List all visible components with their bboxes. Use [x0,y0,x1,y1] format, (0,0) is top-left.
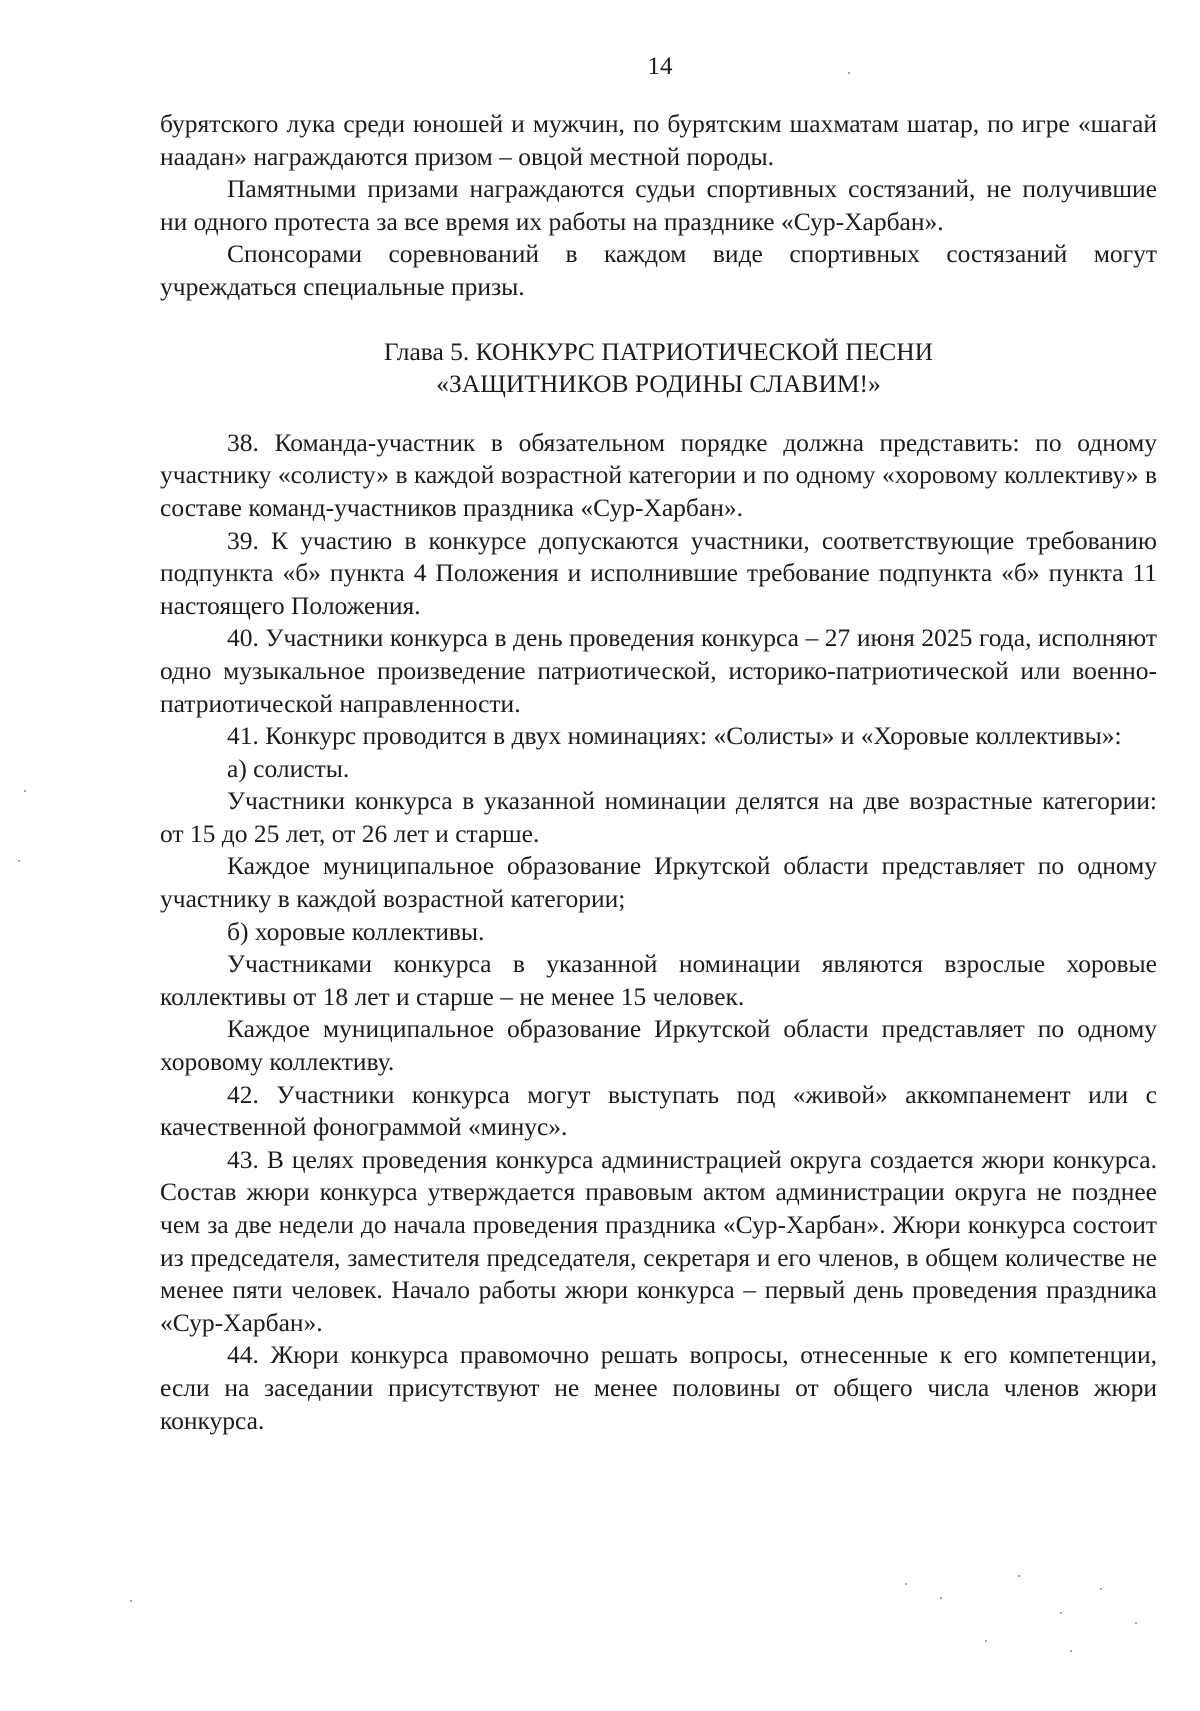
subitem: а) солисты. [227,753,350,783]
section-after-heading [160,427,1157,1437]
numbered-paragraph: 43. В целях проведения конкурса администрацией округа создается жюри конкурса. Состав жюри конкурса утверждается правовым актом администрации округа не позднее чем за две недели до начала проведения праздника «Сур-Харбан». Жюри конкурса состоит из председателя, заместителя председателя, секретаря и его членов, в общем количестве не менее пяти человек. Начало работы жюри конкурса – первый день проведения праздника «Сур-Харбан». [160,1144,1157,1337]
numbered-paragraph: 39. К участию в конкурсе допускаются участники, соответствующие требованию подпункта «б» пункта 4 Положения и исполнившие требование подпункта «б» пункта 11 настоящего Положения. [160,525,1157,620]
paragraph: Каждое муниципальное образование Иркутской области представляет по одному хоровому коллективу. [160,1014,1157,1077]
paragraph: Спонсорами соревнований в каждом виде спортивных состязаний могут учреждаться специальные призы. [160,239,1157,301]
section-before-heading [160,108,1157,304]
paragraph: Участниками конкурса в указанной номинации являются взрослые хоровые коллективы от 18 лет и старше – не менее 15 человек. [160,949,1157,1011]
chapter-heading [160,336,1157,401]
numbered-paragraph: 42. Участники конкурса могут выступать под «живой» аккомпанемент или с качественной фонограммой «минус». [160,1079,1157,1142]
chapter-heading-line: «ЗАЩИТНИКОВ РОДИНЫ СЛАВИМ!» [436,369,881,399]
numbered-paragraph: 44. Жюри конкурса правомочно решать вопросы, отнесенные к его компетенции, если на заседании присутствуют не менее половины от общего числа членов жюри конкурса. [160,1340,1157,1435]
subitem: б) хоровые коллективы. [227,916,485,946]
paragraph: Памятными призами награждаются судьи спортивных состязаний, не получившие ни одного протеста за все время их работы на празднике «Сур-Харбан». [160,174,1157,236]
numbered-paragraph: 41. Конкурс проводится в двух номинациях: «Солисты» и «Хоровые коллективы»: [227,721,1122,751]
chapter-heading-line: Глава 5. КОНКУРС ПАТРИОТИЧЕСКОЙ ПЕСНИ [383,336,934,366]
numbered-paragraph: 38. Команда-участник в обязательном порядке должна представить: по одному участнику «солисту» в каждой возрастной категории и по одному «хоровому коллективу» в составе команд-участников праздника «Сур-Харбан». [160,427,1157,522]
page-number: 14 [647,53,673,80]
paragraph: бурятского лука среди юношей и мужчин, по бурятским шахматам шатар, по игре «шагай наадан» награждаются призом – овцой местной породы. [160,109,1157,171]
paragraph: Участники конкурса в указанной номинации делятся на две возрастные категории: от 15 до 25 лет, от 26 лет и старше. [160,786,1157,848]
numbered-paragraph: 40. Участники конкурса в день проведения конкурса – 27 июня 2025 года, исполняют одно музыкальное произведение патриотической, историко-патриотической или военно-патриотической направленности. [160,623,1157,718]
document-body [160,108,1157,1437]
paragraph: Каждое муниципальное образование Иркутской области представляет по одному участнику в каждой возрастной категории; [160,851,1157,914]
